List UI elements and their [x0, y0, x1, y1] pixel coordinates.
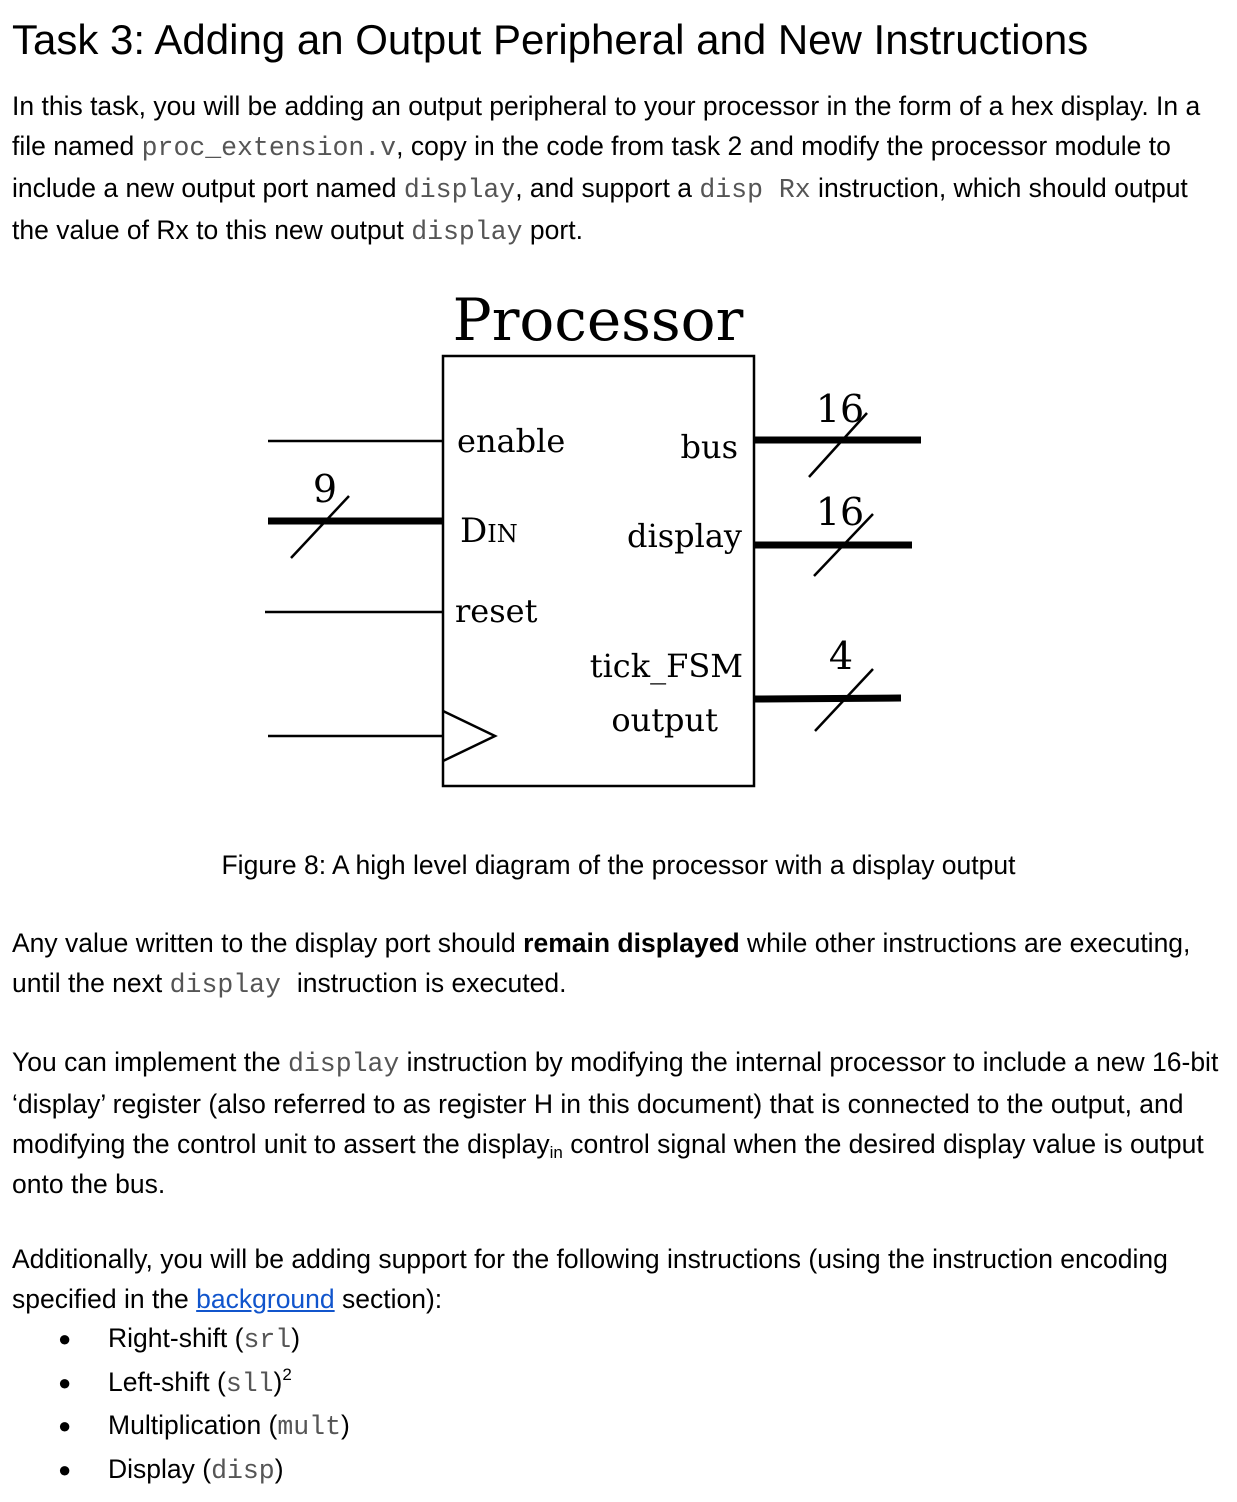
- bus-width-label: 16: [815, 387, 865, 431]
- background-link[interactable]: background: [196, 1284, 335, 1314]
- intro-text-2: , copy in the code from task 2 and modify the processor module to include a new output port named: [12, 131, 1171, 203]
- footnote-marker: 2: [282, 1364, 292, 1384]
- intro-text-1: In this task, you will be adding an output peripheral to your processor in the form of a hex display. In a file named: [12, 91, 1201, 161]
- diagram-title: Processor: [452, 286, 744, 354]
- intro-text-3: , and support a: [515, 173, 700, 203]
- enable-label: enable: [457, 422, 566, 460]
- p2-text-2: while other instructions are executing, until the next: [12, 928, 1191, 998]
- din-label: DIN: [460, 511, 518, 551]
- reset-label: reset: [455, 592, 538, 630]
- list-item: ● Right-shift (srl): [0, 1318, 350, 1362]
- instruction-list: [0, 1318, 350, 1492]
- intro-text-4: instruction, which should output the value of Rx to this new output: [12, 173, 1188, 245]
- p2-text-1: Any value written to the display port should: [12, 928, 524, 958]
- p4-text-1: Additionally, you will be adding support for the following instructions (using the instruction encoding specified in the: [12, 1244, 1168, 1314]
- display-port-code-2: display: [411, 217, 523, 247]
- tick-fsm-label: tick_FSM: [589, 647, 743, 685]
- list-item: ● Multiplication (mult): [0, 1405, 350, 1449]
- clock-triangle: [443, 711, 495, 761]
- p2-display-code: display: [169, 970, 297, 1000]
- p2-text-3: instruction is executed.: [296, 968, 567, 998]
- processor-diagram: [0, 270, 1237, 810]
- tick-width-label: 4: [828, 634, 854, 678]
- p3-display-code: display: [287, 1049, 400, 1079]
- p3-subscript: in: [549, 1143, 563, 1162]
- disp-rx-code: disp Rx: [699, 175, 811, 205]
- intro-paragraph: [12, 86, 1222, 252]
- filename-code: proc_extension.v: [141, 133, 397, 163]
- display-port-code: display: [403, 175, 516, 205]
- p3-text-2: instruction by modifying the internal processor to include a new 16-bit ‘display’ register (also referred to as register H in this document) that is connected to the output, and modifying the control unit to assert the display: [12, 1047, 1219, 1159]
- tick-output-label: output: [611, 701, 718, 739]
- list-item: ● Left-shift (sll)$^2$: [0, 1362, 350, 1406]
- display-persistence-paragraph: [12, 923, 1222, 1005]
- figure-caption: Figure 8: A high level diagram of the processor with a display output: [221, 850, 1016, 880]
- display-label: display: [626, 517, 742, 555]
- p4-text-2: section):: [334, 1284, 443, 1314]
- additional-instructions-paragraph: [12, 1239, 1222, 1319]
- tick-wire: [754, 698, 901, 699]
- p3-text-3: control signal when the desired display value is output onto the bus.: [12, 1129, 1204, 1199]
- display-width-label: 16: [815, 490, 865, 534]
- bus-label: bus: [680, 428, 738, 466]
- din-width-label: 9: [312, 467, 338, 511]
- p3-text-1: You can implement the: [12, 1047, 288, 1077]
- p2-bold: remain displayed: [523, 928, 740, 958]
- list-item: ● Display (disp): [0, 1449, 350, 1493]
- intro-text-5: port.: [522, 215, 583, 245]
- page-title: Task 3: Adding an Output Peripheral and New Instructions: [12, 16, 1089, 63]
- implementation-paragraph: [12, 1042, 1222, 1204]
